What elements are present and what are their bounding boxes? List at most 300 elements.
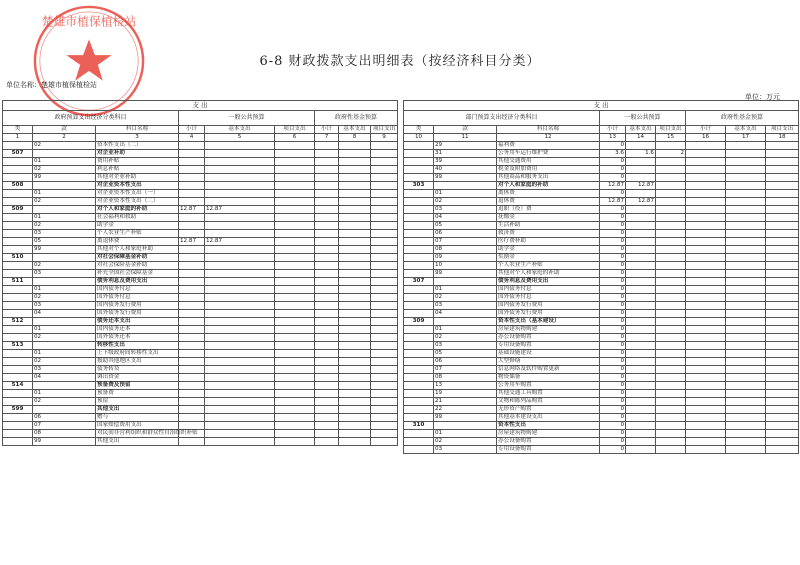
row-project xyxy=(656,174,686,182)
row-project xyxy=(275,342,315,350)
row-name: 对企业资本性支出（一） xyxy=(96,190,179,198)
row-project xyxy=(275,182,315,190)
row-lei xyxy=(3,214,33,222)
row-fund-project xyxy=(766,166,799,174)
row-basic xyxy=(205,430,275,438)
row-subtotal xyxy=(179,246,205,254)
row-name: 专用设备购置 xyxy=(497,342,600,350)
row-name: 对个人和家庭的补助 xyxy=(96,206,179,214)
row-kuan: 05 xyxy=(33,238,96,246)
row-fund-subtotal xyxy=(315,318,339,326)
row-fund-subtotal xyxy=(315,406,339,414)
row-kuan: 99 xyxy=(434,174,497,182)
row-fund-project xyxy=(371,310,398,318)
row-basic xyxy=(205,302,275,310)
row-fund-project xyxy=(371,278,398,286)
row-project xyxy=(656,422,686,430)
row-name: 费用补贴 xyxy=(96,158,179,166)
row-basic xyxy=(626,318,656,326)
row-kuan: 08 xyxy=(434,246,497,254)
row-subtotal: 0 xyxy=(600,334,626,342)
row-project xyxy=(275,358,315,366)
row-subtotal: 0 xyxy=(600,246,626,254)
row-fund-project xyxy=(371,350,398,358)
row-name: 物资储备 xyxy=(497,374,600,382)
row-basic xyxy=(626,326,656,334)
row-lei: 599 xyxy=(3,406,33,414)
row-lei xyxy=(404,198,434,206)
row-lei xyxy=(404,214,434,222)
row-fund-basic xyxy=(339,366,371,374)
row-project xyxy=(275,326,315,334)
col-fund-basic: 基本支出 xyxy=(339,126,371,134)
row-fund-subtotal xyxy=(315,430,339,438)
row-fund-subtotal xyxy=(686,286,726,294)
row-name: 资本性支出（二） xyxy=(96,142,179,150)
section-header: 支 出 xyxy=(3,101,398,111)
row-project xyxy=(656,214,686,222)
column-number-row xyxy=(404,134,799,142)
row-fund-subtotal xyxy=(686,270,726,278)
row-fund-basic xyxy=(339,182,371,190)
row-project xyxy=(656,286,686,294)
row-project xyxy=(275,262,315,270)
row-fund-project xyxy=(766,430,799,438)
row-fund-project xyxy=(371,414,398,422)
row-fund-project xyxy=(371,430,398,438)
row-fund-basic xyxy=(339,422,371,430)
row-kuan: 39 xyxy=(434,158,497,166)
row-fund-basic xyxy=(726,158,766,166)
row-fund-basic xyxy=(339,270,371,278)
row-subtotal xyxy=(179,278,205,286)
row-fund-subtotal xyxy=(315,350,339,358)
row-fund-basic xyxy=(726,302,766,310)
row-basic xyxy=(205,310,275,318)
row-basic xyxy=(626,342,656,350)
row-fund-subtotal xyxy=(686,350,726,358)
row-basic xyxy=(626,166,656,174)
row-lei xyxy=(404,358,434,366)
row-project xyxy=(656,382,686,390)
table-row xyxy=(3,310,398,318)
row-fund-project xyxy=(371,374,398,382)
row-fund-subtotal xyxy=(315,382,339,390)
row-fund-basic xyxy=(726,294,766,302)
row-kuan: 01 xyxy=(434,326,497,334)
row-project xyxy=(656,310,686,318)
row-name: 个人农业生产补贴 xyxy=(497,262,600,270)
row-fund-basic xyxy=(726,446,766,454)
row-project xyxy=(656,142,686,150)
row-project xyxy=(656,326,686,334)
row-fund-project xyxy=(371,262,398,270)
row-lei xyxy=(404,438,434,446)
row-lei xyxy=(3,430,33,438)
column-number: 17 xyxy=(726,134,766,142)
row-lei xyxy=(404,334,434,342)
row-lei xyxy=(404,286,434,294)
row-kuan: 03 xyxy=(434,446,497,454)
row-fund-subtotal xyxy=(686,374,726,382)
row-fund-project xyxy=(766,374,799,382)
row-lei: 307 xyxy=(404,278,434,286)
row-kuan: 01 xyxy=(33,350,96,358)
row-subtotal: 0 xyxy=(600,358,626,366)
table-row xyxy=(3,182,398,190)
row-subtotal xyxy=(179,254,205,262)
row-lei: 508 xyxy=(3,182,33,190)
row-fund-subtotal xyxy=(686,318,726,326)
row-fund-subtotal xyxy=(686,430,726,438)
col-fund-project: 项目支出 xyxy=(766,126,799,134)
table-row xyxy=(3,222,398,230)
row-fund-subtotal xyxy=(315,230,339,238)
row-subtotal xyxy=(179,142,205,150)
row-fund-basic xyxy=(339,414,371,422)
col-project: 项目支出 xyxy=(656,126,686,134)
row-basic xyxy=(205,286,275,294)
table-row xyxy=(404,254,799,262)
row-basic xyxy=(205,198,275,206)
row-fund-subtotal xyxy=(686,246,726,254)
row-project xyxy=(656,182,686,190)
row-name: 救济费 xyxy=(497,230,600,238)
row-kuan: 02 xyxy=(33,294,96,302)
row-subtotal xyxy=(179,182,205,190)
row-name: 债务还本支出 xyxy=(96,318,179,326)
table-row xyxy=(3,398,398,406)
row-fund-basic xyxy=(339,230,371,238)
row-fund-basic xyxy=(339,238,371,246)
row-project xyxy=(656,262,686,270)
row-project xyxy=(656,390,686,398)
row-project xyxy=(656,406,686,414)
row-name: 资本性支出（基本建设） xyxy=(497,318,600,326)
row-fund-project xyxy=(371,270,398,278)
row-project: 2 xyxy=(656,150,686,158)
row-subtotal xyxy=(179,358,205,366)
row-fund-project xyxy=(371,422,398,430)
row-lei xyxy=(404,270,434,278)
col-basic: 基本支出 xyxy=(626,126,656,134)
row-fund-basic xyxy=(726,366,766,374)
row-fund-project xyxy=(766,286,799,294)
row-lei xyxy=(404,374,434,382)
table-row xyxy=(404,198,799,206)
row-kuan: 01 xyxy=(33,390,96,398)
row-project xyxy=(275,198,315,206)
row-name: 奖励金 xyxy=(497,254,600,262)
row-name: 国外债务付息 xyxy=(497,294,600,302)
table-row xyxy=(404,414,799,422)
row-basic xyxy=(626,414,656,422)
row-project xyxy=(656,342,686,350)
row-name: 专用设备购置 xyxy=(497,446,600,454)
row-project xyxy=(275,294,315,302)
table-row xyxy=(3,262,398,270)
row-lei xyxy=(3,222,33,230)
row-name: 离休费 xyxy=(497,190,600,198)
econ-group-header: 政府预算支出经济分类科目 xyxy=(3,111,179,126)
table-row xyxy=(404,350,799,358)
col-lei: 类 xyxy=(3,126,33,134)
row-fund-basic xyxy=(339,214,371,222)
row-subtotal: 0 xyxy=(600,262,626,270)
fund-budget-header: 政府性基金预算 xyxy=(315,111,398,126)
row-name: 对企业资本性支出 xyxy=(96,182,179,190)
column-number: 4 xyxy=(179,134,205,142)
row-lei xyxy=(404,166,434,174)
row-fund-basic xyxy=(339,246,371,254)
row-fund-basic xyxy=(726,142,766,150)
row-kuan: 05 xyxy=(434,350,497,358)
row-subtotal: 0 xyxy=(600,430,626,438)
row-fund-project xyxy=(766,246,799,254)
table-row xyxy=(3,326,398,334)
row-subtotal: 0 xyxy=(600,270,626,278)
row-name: 债务利息及费用支出 xyxy=(96,278,179,286)
row-basic xyxy=(205,406,275,414)
table-row xyxy=(3,374,398,382)
row-project xyxy=(275,398,315,406)
row-lei xyxy=(3,198,33,206)
row-kuan: 08 xyxy=(434,374,497,382)
row-fund-project xyxy=(766,422,799,430)
row-name: 退休费 xyxy=(497,198,600,206)
row-name: 债务利息及费用支出 xyxy=(497,278,600,286)
row-project xyxy=(656,398,686,406)
row-fund-basic xyxy=(339,254,371,262)
row-fund-project xyxy=(766,294,799,302)
row-lei xyxy=(3,326,33,334)
row-fund-project xyxy=(371,438,398,446)
row-lei xyxy=(3,334,33,342)
row-fund-basic xyxy=(726,398,766,406)
row-kuan: 19 xyxy=(434,390,497,398)
row-project xyxy=(275,366,315,374)
row-fund-basic xyxy=(339,374,371,382)
row-fund-basic xyxy=(339,142,371,150)
row-fund-project xyxy=(371,174,398,182)
row-subtotal: 0 xyxy=(600,174,626,182)
table-row xyxy=(404,238,799,246)
table-row xyxy=(3,286,398,294)
row-kuan: 99 xyxy=(33,246,96,254)
row-basic xyxy=(205,350,275,358)
row-fund-subtotal xyxy=(315,366,339,374)
row-fund-basic xyxy=(726,342,766,350)
row-name: 其他对企业补助 xyxy=(96,174,179,182)
row-subtotal xyxy=(179,350,205,358)
row-fund-project xyxy=(766,438,799,446)
row-fund-subtotal xyxy=(686,382,726,390)
row-fund-subtotal xyxy=(315,150,339,158)
row-project xyxy=(656,414,686,422)
row-project xyxy=(275,414,315,422)
table-row xyxy=(404,334,799,342)
row-subtotal: 0 xyxy=(600,214,626,222)
row-fund-subtotal xyxy=(315,326,339,334)
row-name: 无形资产购置 xyxy=(497,406,600,414)
table-row xyxy=(404,294,799,302)
table-row xyxy=(404,206,799,214)
row-name: 房屋建筑物购建 xyxy=(497,430,600,438)
row-fund-project xyxy=(766,302,799,310)
row-fund-project xyxy=(371,366,398,374)
row-kuan xyxy=(33,254,96,262)
table-row xyxy=(3,238,398,246)
row-name: 社会福利和救助 xyxy=(96,214,179,222)
row-name: 其他支出 xyxy=(96,438,179,446)
row-project xyxy=(275,438,315,446)
row-kuan xyxy=(434,182,497,190)
row-project xyxy=(275,430,315,438)
row-project xyxy=(275,382,315,390)
column-number: 3 xyxy=(96,134,179,142)
col-fund-project: 项目支出 xyxy=(371,126,398,134)
table-row xyxy=(3,342,398,350)
row-basic xyxy=(626,214,656,222)
row-subtotal: 0 xyxy=(600,310,626,318)
row-fund-basic xyxy=(339,206,371,214)
row-kuan: 01 xyxy=(33,190,96,198)
row-lei xyxy=(404,342,434,350)
row-fund-project xyxy=(766,214,799,222)
row-kuan: 02 xyxy=(33,398,96,406)
row-kuan: 13 xyxy=(434,382,497,390)
row-fund-subtotal xyxy=(315,190,339,198)
column-number: 5 xyxy=(205,134,275,142)
row-fund-subtotal xyxy=(686,214,726,222)
row-name: 转移性支出 xyxy=(96,342,179,350)
row-fund-project xyxy=(371,334,398,342)
row-fund-subtotal xyxy=(315,182,339,190)
row-kuan: 09 xyxy=(434,254,497,262)
row-basic xyxy=(205,254,275,262)
row-basic xyxy=(626,422,656,430)
row-basic xyxy=(205,366,275,374)
row-fund-project xyxy=(371,342,398,350)
row-kuan: 03 xyxy=(33,366,96,374)
row-subtotal: 0 xyxy=(600,142,626,150)
row-subtotal xyxy=(179,262,205,270)
row-subtotal xyxy=(179,286,205,294)
row-kuan xyxy=(33,406,96,414)
row-fund-subtotal xyxy=(686,182,726,190)
row-project xyxy=(275,222,315,230)
row-subtotal xyxy=(179,422,205,430)
row-kuan: 99 xyxy=(434,270,497,278)
row-name: 补充全国社会保障基金 xyxy=(96,270,179,278)
column-number: 1 xyxy=(3,134,33,142)
row-subtotal xyxy=(179,230,205,238)
table-row xyxy=(404,398,799,406)
col-subtotal: 小计 xyxy=(600,126,626,134)
row-subtotal xyxy=(179,318,205,326)
row-subtotal xyxy=(179,414,205,422)
row-fund-project xyxy=(766,310,799,318)
row-basic xyxy=(626,174,656,182)
econ-group-header: 部门预算支出经济分类科目 xyxy=(404,111,600,126)
row-lei xyxy=(404,390,434,398)
row-kuan: 03 xyxy=(33,230,96,238)
row-fund-project xyxy=(766,326,799,334)
row-fund-basic xyxy=(726,422,766,430)
row-fund-project xyxy=(766,382,799,390)
row-lei xyxy=(3,246,33,254)
table-row xyxy=(404,326,799,334)
row-subtotal: 0 xyxy=(600,374,626,382)
row-project xyxy=(656,350,686,358)
row-name: 国家赔偿费用支出 xyxy=(96,422,179,430)
row-kuan: 07 xyxy=(434,238,497,246)
row-fund-project xyxy=(766,222,799,230)
row-kuan: 02 xyxy=(33,262,96,270)
section-header: 支 出 xyxy=(404,101,799,111)
row-basic xyxy=(626,334,656,342)
row-fund-subtotal xyxy=(315,158,339,166)
row-subtotal xyxy=(179,150,205,158)
row-fund-project xyxy=(766,318,799,326)
row-fund-project xyxy=(371,318,398,326)
row-fund-basic xyxy=(339,158,371,166)
column-number: 10 xyxy=(404,134,434,142)
row-subtotal xyxy=(179,270,205,278)
row-fund-project xyxy=(371,406,398,414)
col-subtotal: 小计 xyxy=(179,126,205,134)
column-number: 12 xyxy=(497,134,600,142)
row-fund-project xyxy=(371,150,398,158)
row-kuan: 07 xyxy=(434,366,497,374)
row-kuan: 02 xyxy=(33,166,96,174)
row-subtotal: 0 xyxy=(600,254,626,262)
table-row xyxy=(3,246,398,254)
row-lei xyxy=(3,398,33,406)
row-subtotal: 0 xyxy=(600,278,626,286)
row-fund-project xyxy=(766,254,799,262)
row-lei xyxy=(404,142,434,150)
general-budget-header: 一般公共预算 xyxy=(179,111,315,126)
row-kuan: 01 xyxy=(434,190,497,198)
row-basic xyxy=(626,286,656,294)
row-basic xyxy=(626,142,656,150)
column-number: 14 xyxy=(626,134,656,142)
row-fund-project xyxy=(371,286,398,294)
row-fund-subtotal xyxy=(315,286,339,294)
row-basic: 12.87 xyxy=(626,182,656,190)
row-project xyxy=(275,158,315,166)
row-kuan: 02 xyxy=(434,198,497,206)
row-name: 利息补贴 xyxy=(96,166,179,174)
row-kuan: 02 xyxy=(33,222,96,230)
row-subtotal xyxy=(179,342,205,350)
row-fund-subtotal xyxy=(315,414,339,422)
row-lei xyxy=(404,430,434,438)
row-fund-basic xyxy=(726,326,766,334)
row-basic xyxy=(205,214,275,222)
row-subtotal: 0 xyxy=(600,230,626,238)
row-project xyxy=(275,310,315,318)
row-basic xyxy=(626,438,656,446)
col-name: 科目名称 xyxy=(96,126,179,134)
column-number: 7 xyxy=(315,134,339,142)
row-basic xyxy=(205,414,275,422)
row-subtotal: 12.87 xyxy=(600,182,626,190)
row-fund-project xyxy=(766,238,799,246)
table-row xyxy=(404,310,799,318)
row-fund-basic xyxy=(339,198,371,206)
